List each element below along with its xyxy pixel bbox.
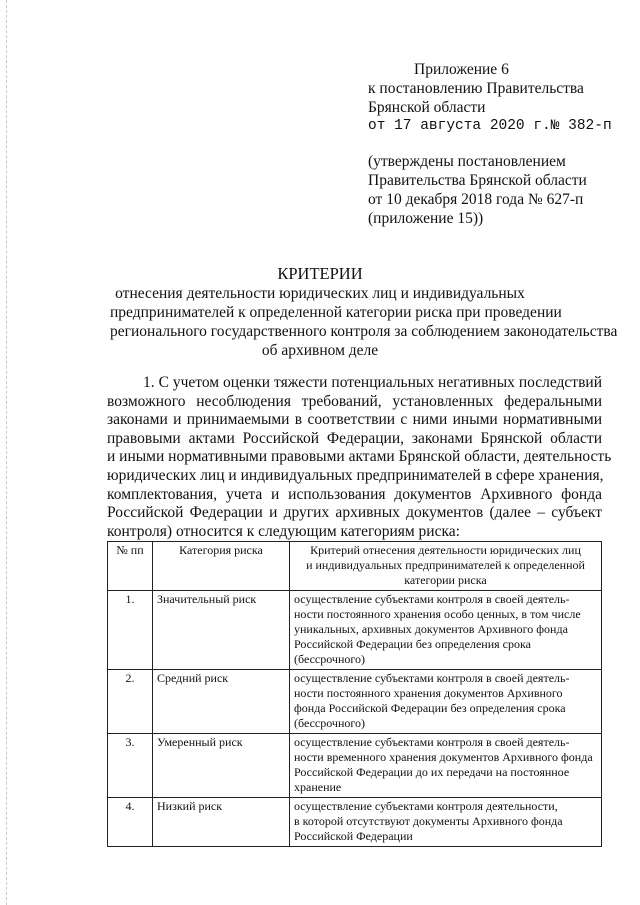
row-criterion <box>290 670 602 734</box>
approved-line-3: от 10 декабря 2018 года № 627-п <box>368 191 584 208</box>
paragraph-line: комплектования, учета и использования документов Архивного фонда <box>107 485 602 503</box>
paragraph-line: возможного несоблюдения требований, установленных федеральными <box>107 392 602 410</box>
table-row <box>108 798 602 847</box>
approved-line-2: Правительства Брянской области <box>368 172 587 189</box>
criterion-line: осуществление субъектами контроля в своей деятель- <box>294 671 570 685</box>
criterion-line: в которой отсутствуют документы Архивного фонда <box>294 814 563 828</box>
approved-note <box>368 152 628 228</box>
header-criterion-line: категории риска <box>404 573 487 587</box>
paragraph-line: и иными нормативными правовыми актами Брянской области, деятельность <box>107 448 612 466</box>
paragraph-line: юридических лиц и индивидуальных предпринимателей в сфере хранения, <box>107 466 604 484</box>
approved-line-1: (утверждены постановлением <box>368 153 566 170</box>
header-num: № пп <box>108 542 153 591</box>
title-heading: КРИТЕРИИ <box>277 264 363 283</box>
title-line: предпринимателей к определенной категории риска при проведении <box>110 304 562 321</box>
appendix-line-3: Брянской области <box>368 99 486 116</box>
criterion-line: осуществление субъектами контроля в своей деятель- <box>294 735 570 749</box>
title-line: отнесения деятельности юридических лиц и индивидуальных <box>115 285 525 302</box>
paragraph-line: Российской Федерации и других архивных документов (далее – субъект <box>107 504 602 522</box>
paragraph-line: 1. С учетом оценки тяжести потенциальных негативных последствий <box>143 374 602 391</box>
row-category: Низкий риск <box>153 798 290 847</box>
criterion-line: осуществление субъектами контроля в своей деятель- <box>294 592 570 606</box>
risk-criteria-table <box>107 541 602 847</box>
paragraph-line: правовыми актами Российской Федерации, законами Брянской области <box>107 429 602 447</box>
row-num: 1. <box>108 591 153 670</box>
approved-line-4: (приложение 15)) <box>368 210 484 227</box>
criterion-line: Российской Федерации <box>294 829 413 843</box>
row-criterion <box>290 734 602 798</box>
left-margin-line <box>6 0 7 905</box>
criterion-line: Российской Федерации без определения срока <box>294 637 531 651</box>
criterion-line: (бессрочного) <box>294 652 365 666</box>
document-title <box>110 264 618 360</box>
header-criterion-line: и индивидуальных предпринимателей к определенной <box>306 558 585 572</box>
row-num: 2. <box>108 670 153 734</box>
row-criterion <box>290 591 602 670</box>
criterion-line: уникальных, архивных документов Архивного фонда <box>294 622 568 636</box>
table-header-row <box>108 542 602 591</box>
criterion-line: ности постоянного хранения документов Архивного <box>294 686 563 700</box>
header-criterion <box>290 542 602 591</box>
criterion-line: Российской Федерации до их передачи на постоянное <box>294 765 570 779</box>
header-criterion-line: Критерий отнесения деятельности юридических лиц <box>310 543 581 557</box>
appendix-number: Приложение 6 <box>414 61 509 78</box>
table-row <box>108 591 602 670</box>
appendix-date-stamp: от 17 августа 2020 г.№ 382-п <box>368 118 612 134</box>
row-num: 4. <box>108 798 153 847</box>
header-category: Категория риска <box>153 542 290 591</box>
row-num: 3. <box>108 734 153 798</box>
criterion-line: хранение <box>294 780 342 794</box>
title-line: об архивном деле <box>261 342 379 359</box>
row-category: Значительный риск <box>153 591 290 670</box>
appendix-header <box>368 60 628 136</box>
paragraph-line: контроля) относится к следующим категориям риска: <box>107 522 460 540</box>
criterion-line: осуществление субъектами контроля деятельности, <box>294 799 558 813</box>
title-line: регионального государственного контроля за соблюдением законодательства <box>110 323 618 340</box>
paragraph-line: законами и принимаемыми в соответствии с ними иными нормативными <box>107 411 602 429</box>
row-category: Средний риск <box>153 670 290 734</box>
table-row <box>108 734 602 798</box>
body-paragraph <box>107 374 612 541</box>
appendix-line-2: к постановлению Правительства <box>368 80 584 97</box>
criterion-line: ности временного хранения документов Архивного фонда <box>294 750 593 764</box>
table-row <box>108 670 602 734</box>
criterion-line: (бессрочного) <box>294 716 365 730</box>
row-category: Умеренный риск <box>153 734 290 798</box>
criterion-line: фонда Российской Федерации без определения срока <box>294 701 566 715</box>
criterion-line: ности постоянного хранения особо ценных, в том числе <box>294 607 581 621</box>
row-criterion <box>290 798 602 847</box>
